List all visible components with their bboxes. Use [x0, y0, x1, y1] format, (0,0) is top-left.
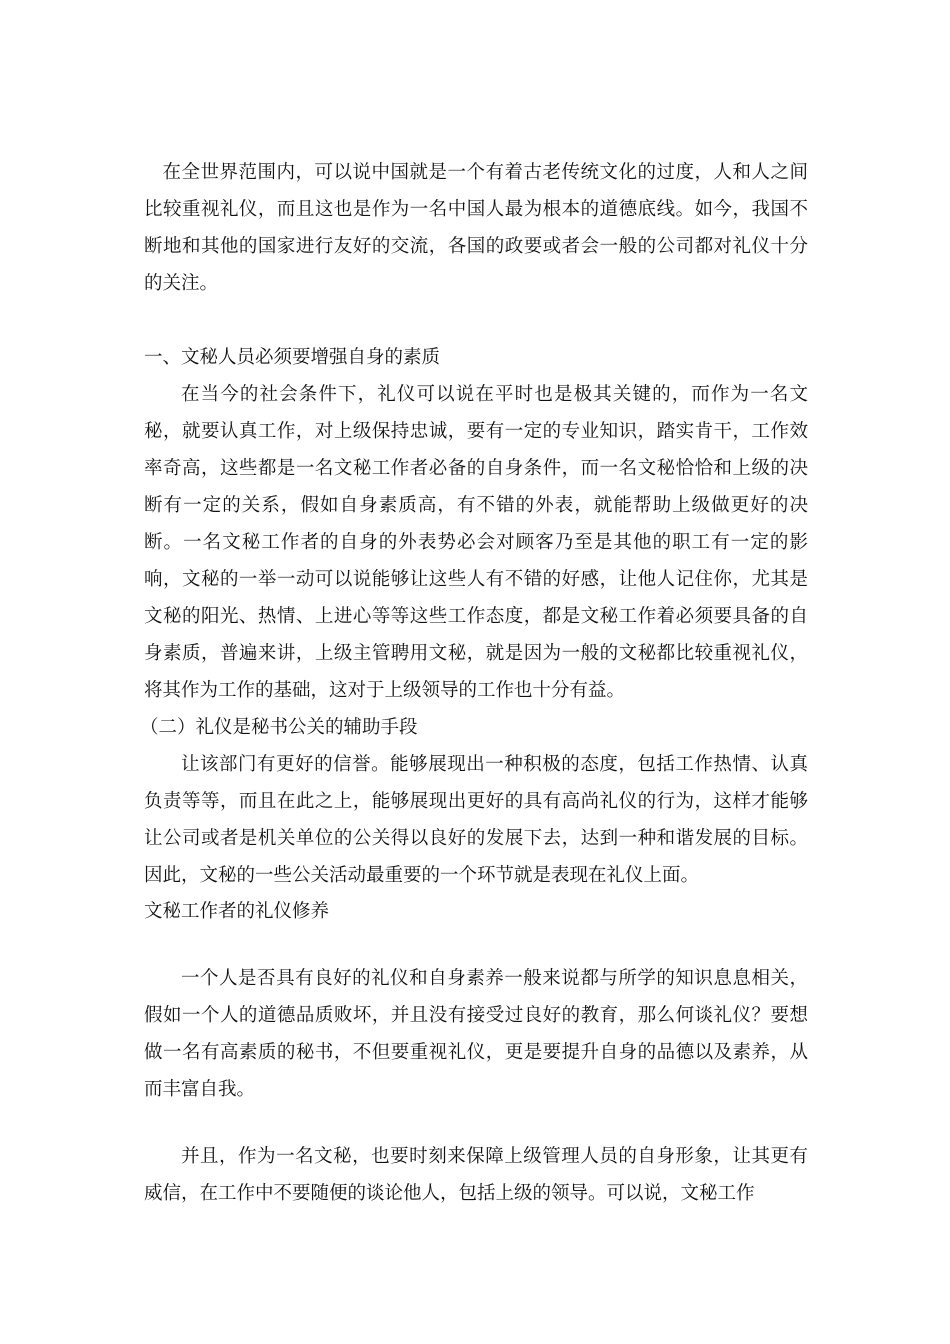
section-1-paragraph: 在当今的社会条件下，礼仪可以说在平时也是极其关键的，而作为一名文秘，就要认真工作，对上级保持忠诚，要有一定的专业知识，踏实肯干，工作效率奇高，这些都是一名文秘工作者必备的自身条件，而一名文秘恰恰和上级的决断有一定的关系，假如自身素质高，有不错的外表，就能帮助上级做更好的决断。一名文秘工作者的自身的外表势必会对顾客乃至是其他的职工有一定的影响，文秘的一举一动可以说能够让这些人有不错的好感，让他人记住你，尤其是文秘的阳光、热情、上进心等等这些工作态度，都是文秘工作着必须要具备的自身素质，普遍来讲，上级主管聘用文秘，就是因为一般的文秘都比较重视礼仪，将其作为工作的基础，这对于上级领导的工作也十分有益。 — [144, 384, 808, 701]
section-heading-2: （二）礼仪是秘书公关的辅助手段 — [140, 717, 418, 738]
section-3-paragraph-2: 并且，作为一名文秘，也要时刻来保障上级管理人员的自身形象，让其更有威信，在工作中不要随便的谈论他人，包括上级的领导。可以说，文秘工作 — [144, 1146, 808, 1204]
section-heading-1: 一、文秘人员必须要增强自身的素质 — [144, 347, 441, 368]
section-heading-3: 文秘工作者的礼仪修养 — [144, 901, 330, 922]
intro-paragraph: 在全世界范围内，可以说中国就是一个有着古老传统文化的过度，人和人之间比较重视礼仪，而且这也是作为一名中国人最为根本的道德底线。如今，我国不断地和其他的国家进行友好的交流，各国的政要或者会一般的公司都对礼仪十分的关注。 — [144, 162, 808, 294]
section-2-paragraph: 让该部门有更好的信誉。能够展现出一种积极的态度，包括工作热情、认真负责等等，而且在此之上，能够展现出更好的具有高尚礼仪的行为，这样才能够让公司或者是机关单位的公关得以良好的发展下去，达到一种和谐发展的目标。因此，文秘的一些公关活动最重要的一个环节就是表现在礼仪上面。 — [144, 754, 808, 886]
section-3-paragraph-1: 一个人是否具有良好的礼仪和自身素养一般来说都与所学的知识息息相关，假如一个人的道德品质败坏，并且没有接受过良好的教育，那么何谈礼仪？要想做一名有高素质的秘书，不但要重视礼仪，更是要提升自身的品德以及素养，从而丰富自我。 — [144, 968, 808, 1100]
